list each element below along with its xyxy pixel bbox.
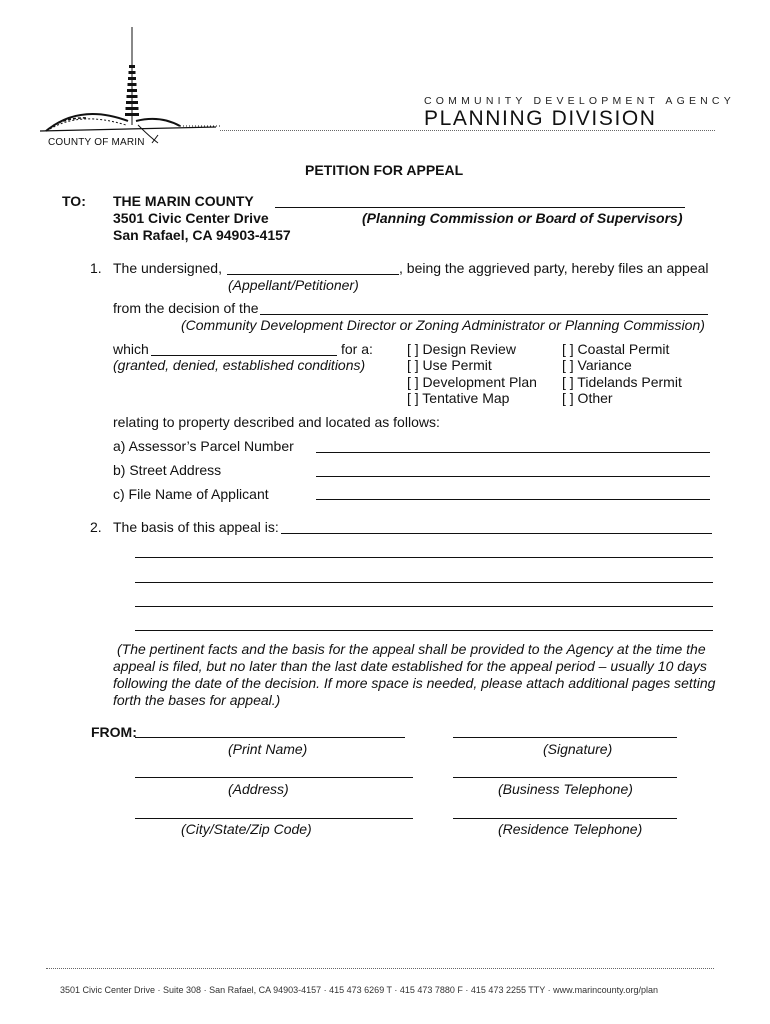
option-development-plan[interactable]: [ ] Development Plan [407, 374, 537, 390]
recipient-hint: (Planning Commission or Board of Supervisors) [362, 210, 683, 226]
city-state-zip-field[interactable] [135, 818, 413, 819]
footer-contact: 3501 Civic Center Drive · Suite 308 · San Rafael, CA 94903-4157 · 415 473 6269 T · 415 473 7880 F · 415 473 2255 TTY · www.marincounty.org/plan [60, 985, 659, 995]
applicant-file-label: c) File Name of Applicant [113, 486, 269, 502]
option-coastal-permit[interactable]: [ ] Coastal Permit [562, 341, 670, 357]
business-phone-field[interactable] [453, 777, 677, 778]
basis-field-4[interactable] [135, 606, 713, 607]
decision-prefix: from the decision of the [113, 300, 259, 316]
undersigned-prefix: The undersigned, [113, 260, 222, 276]
print-name-field[interactable] [135, 737, 405, 738]
county-logo-text: COUNTY OF MARIN [48, 137, 145, 148]
civic-center-spire-icon [40, 25, 220, 150]
to-line1: THE MARIN COUNTY [113, 193, 254, 209]
header-divider [220, 130, 715, 131]
option-use-permit[interactable]: [ ] Use Permit [407, 357, 492, 373]
undersigned-suffix: , being the aggrieved party, hereby files an appeal [399, 260, 709, 276]
which-field[interactable] [151, 355, 337, 356]
to-line2: 3501 Civic Center Drive [113, 210, 269, 226]
street-address-field[interactable] [316, 476, 710, 477]
street-address-label: b) Street Address [113, 462, 222, 478]
to-line3: San Rafael, CA 94903-4157 [113, 227, 291, 243]
residence-phone-hint: (Residence Telephone) [498, 821, 643, 837]
decision-field[interactable] [260, 314, 708, 315]
basis-field-5[interactable] [135, 630, 713, 631]
division-name: PLANNING DIVISION [424, 107, 657, 130]
address-field[interactable] [135, 777, 413, 778]
note-line-2: appeal is filed, but no later than the last date established for the appeal period – usually 10 days [113, 658, 707, 674]
county-logo [40, 25, 220, 150]
residence-phone-field[interactable] [453, 818, 677, 819]
for-a-label: for a: [341, 341, 373, 357]
relating-text: relating to property described and located as follows: [113, 414, 440, 430]
basis-field-2[interactable] [135, 557, 713, 558]
signature-hint: (Signature) [543, 741, 613, 757]
signature-field[interactable] [453, 737, 677, 738]
parcel-number-label: a) Assessor’s Parcel Number [113, 438, 294, 454]
agency-name: COMMUNITY DEVELOPMENT AGENCY [424, 95, 735, 107]
city-state-zip-hint: (City/State/Zip Code) [181, 821, 312, 837]
note-line-4: forth the bases for appeal.) [113, 692, 281, 708]
appellant-field[interactable] [227, 274, 399, 275]
business-phone-hint: (Business Telephone) [498, 781, 633, 797]
applicant-file-field[interactable] [316, 499, 710, 500]
option-other[interactable]: [ ] Other [562, 390, 613, 406]
item2-number: 2. [90, 519, 102, 535]
which-hint: (granted, denied, established conditions) [113, 357, 366, 373]
option-variance[interactable]: [ ] Variance [562, 357, 632, 373]
footer-divider [46, 968, 714, 969]
note-line-3: following the date of the decision. If more space is needed, please attach additional pages setting [113, 675, 716, 691]
parcel-number-field[interactable] [316, 452, 710, 453]
appellant-hint: (Appellant/Petitioner) [228, 277, 359, 293]
decision-hint: (Community Development Director or Zoning Administrator or Planning Commission) [181, 317, 705, 333]
address-hint: (Address) [228, 781, 289, 797]
recipient-field[interactable] [275, 207, 685, 208]
basis-field-3[interactable] [135, 582, 713, 583]
from-label: FROM: [91, 724, 137, 740]
page-title: PETITION FOR APPEAL [305, 162, 464, 178]
item1-number: 1. [90, 260, 102, 276]
instructions-note [113, 641, 715, 709]
note-line-1: (The pertinent facts and the basis for the appeal shall be provided to the Agency at the time the [117, 641, 706, 657]
option-design-review[interactable]: [ ] Design Review [407, 341, 516, 357]
basis-field-1[interactable] [281, 533, 712, 534]
basis-label: The basis of this appeal is: [113, 519, 279, 535]
to-label: TO: [62, 193, 86, 209]
option-tidelands-permit[interactable]: [ ] Tidelands Permit [562, 374, 682, 390]
which-label: which [113, 341, 149, 357]
print-name-hint: (Print Name) [228, 741, 308, 757]
option-tentative-map[interactable]: [ ] Tentative Map [407, 390, 510, 406]
